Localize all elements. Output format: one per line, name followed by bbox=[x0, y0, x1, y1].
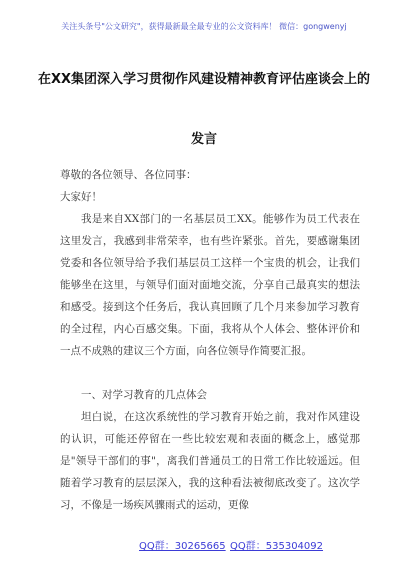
document-title: 在XX集团深入学习贯彻作风建设精神教育评估座谈会上的 bbox=[37, 72, 371, 87]
document-title-continued: 发言 bbox=[190, 132, 217, 147]
footer-qq-group-2[interactable]: QQ群：535304092 bbox=[230, 541, 324, 552]
body-paragraph-1: 我是来自XX部门的一名基层员工XX。能够作为员工代表在这里发言，我感到非常荣幸，也有些许紧张。首先，要感谢集团党委和各位领导给予我们基层员工这样一个宝贵的机会，让我们能够坐在这里，与领导们面对面地交流，分享自己最真实的想法和感受。接到这个任务后，我认真回顾了几个月来参加学习教育的全过程，内心百感交集。下面，我将从个人体会、整体评价和一点不成熟的建议三个方面，向各位领导作简要汇报。 bbox=[60, 213, 360, 357]
footer bbox=[0, 537, 408, 553]
greeting: 大家好！ bbox=[60, 191, 102, 203]
footer-qq-group-1[interactable]: QQ群：30265665 bbox=[139, 541, 226, 552]
body-paragraph-2: 坦白说，在这次系统性的学习教育开始之前，我对作风建设的认识，可能还停留在一些比较宏观和表面的概念上，感觉那是"领导干部们的事"，离我们普通员工的日常工作比较遥远。但随着学习教育的层层深入，我的这种看法被彻底改变了。这次学习，不像是一场疾风骤雨式的运动，更像 bbox=[60, 411, 360, 511]
salutation: 尊敬的各位领导、各位同事： bbox=[60, 169, 197, 181]
header-note: 关注头条号"公文研究"，获得最新最全最专业的公文资料库！ 微信：gongwenyj bbox=[61, 22, 347, 31]
section-heading-1: 一、对学习教育的几点体会 bbox=[81, 389, 207, 401]
